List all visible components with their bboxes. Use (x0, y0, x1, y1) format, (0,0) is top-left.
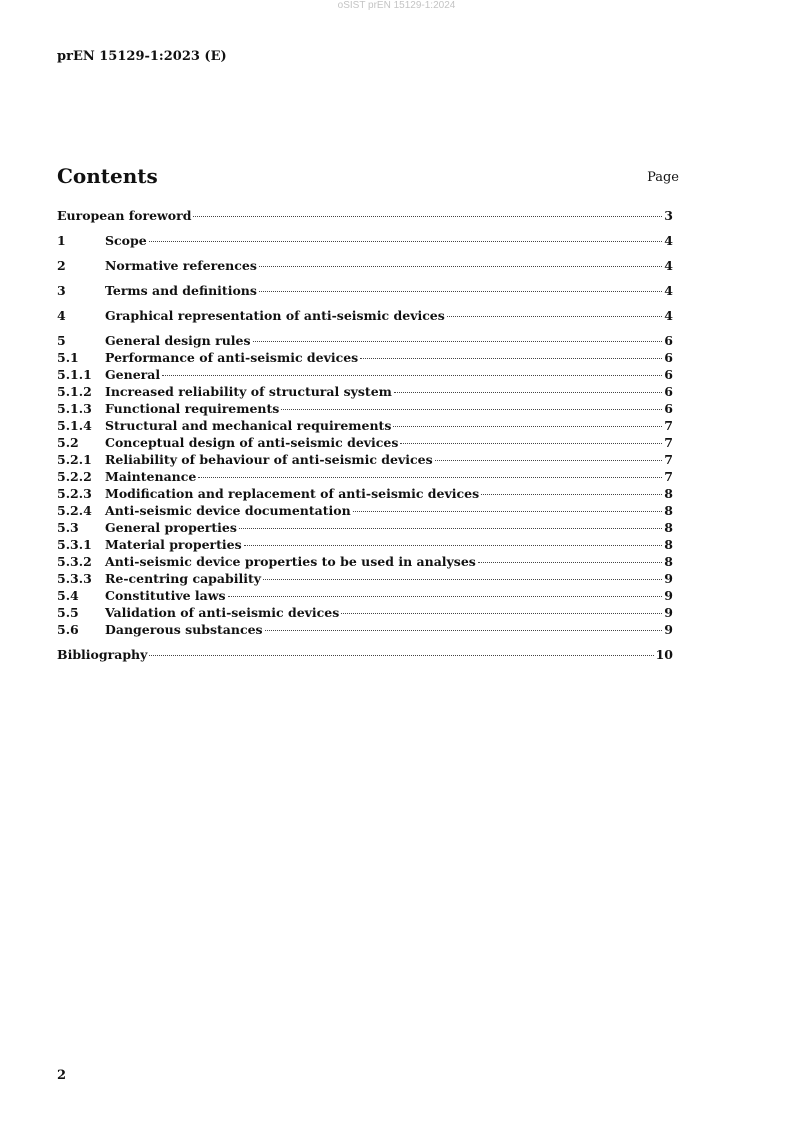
toc-entry-title: Modification and replacement of anti-seismic devices (105, 486, 480, 501)
toc-entry-number: 5.3.2 (57, 554, 92, 569)
toc-entry-page: 10 (655, 647, 673, 662)
toc-entry-page: 4 (664, 258, 673, 273)
toc-entry-page: 9 (664, 605, 673, 620)
toc-entry-title: Dangerous substances (105, 622, 263, 637)
toc-entry-title: Material properties (105, 537, 242, 552)
toc-entry-title: European foreword (57, 208, 192, 223)
toc-leader (400, 443, 662, 444)
toc-leader (259, 291, 662, 292)
toc-entry-title: Bibliography (57, 647, 148, 662)
toc-entry-number: 5.5 (57, 605, 79, 620)
toc-entry[interactable] (57, 232, 673, 249)
toc-entry-title: Structural and mechanical requirements (105, 418, 392, 433)
toc-entry-title: Anti-seismic device properties to be used in analyses (105, 554, 476, 569)
toc-entry-title: Terms and definitions (105, 283, 257, 298)
toc-leader (341, 613, 662, 614)
toc-entry[interactable] (57, 307, 673, 324)
toc-entry-title: Functional requirements (105, 401, 280, 416)
toc-entry-page: 8 (664, 537, 673, 552)
toc-entry[interactable] (57, 257, 673, 274)
toc-leader (198, 477, 662, 478)
toc-entry-page: 4 (664, 233, 673, 248)
toc-entry-page: 6 (664, 384, 673, 399)
toc-leader (193, 216, 662, 217)
toc-leader (447, 316, 662, 317)
toc-leader (259, 266, 662, 267)
toc-entry-number: 5.3.1 (57, 537, 92, 552)
toc-entry-title: Re-centring capability (105, 571, 262, 586)
toc-leader (149, 655, 653, 656)
toc-entry[interactable] (57, 553, 673, 570)
toc-entry-page: 3 (664, 208, 673, 223)
toc-entry-page: 7 (664, 469, 673, 484)
toc-entry-number: 5.1.3 (57, 401, 92, 416)
toc-entry-title: General design rules (105, 333, 251, 348)
toc-entry-number: 1 (57, 233, 66, 248)
toc-entry[interactable] (57, 434, 673, 451)
toc-entry-title: Validation of anti-seismic devices (105, 605, 340, 620)
toc-entry-number: 5.2.4 (57, 503, 92, 518)
toc-entry-page: 8 (664, 503, 673, 518)
toc-entry-number: 5.1.4 (57, 418, 92, 433)
toc-leader (265, 630, 663, 631)
table-of-contents (57, 207, 673, 663)
toc-entry-number: 2 (57, 258, 66, 273)
toc-entry[interactable] (57, 468, 673, 485)
toc-entry-title: Maintenance (105, 469, 197, 484)
toc-leader (228, 596, 663, 597)
toc-entry[interactable] (57, 383, 673, 400)
toc-entry[interactable] (57, 485, 673, 502)
toc-entry-page: 6 (664, 401, 673, 416)
toc-entry[interactable] (57, 451, 673, 468)
toc-entry[interactable] (57, 502, 673, 519)
toc-entry-number: 3 (57, 283, 66, 298)
toc-entry-page: 8 (664, 520, 673, 535)
toc-entry-number: 4 (57, 308, 66, 323)
page-number: 2 (57, 1068, 67, 1083)
toc-entry-page: 4 (664, 283, 673, 298)
toc-entry-number: 5.4 (57, 588, 79, 603)
toc-entry-number: 5.6 (57, 622, 79, 637)
toc-entry-number: 5.3.3 (57, 571, 92, 586)
page-column-label: Page (647, 170, 679, 185)
toc-entry-title: Increased reliability of structural system (105, 384, 392, 399)
toc-entry[interactable] (57, 349, 673, 366)
toc-entry-number: 5.1.2 (57, 384, 92, 399)
toc-entry-page: 7 (664, 452, 673, 467)
toc-entry[interactable] (57, 282, 673, 299)
toc-entry-number: 5.1.1 (57, 367, 92, 382)
watermark: oSIST prEN 15129-1:2024 (337, 0, 456, 11)
toc-leader (149, 241, 663, 242)
toc-leader (162, 375, 662, 376)
toc-entry-title: Reliability of behaviour of anti-seismic devices (105, 452, 433, 467)
toc-entry[interactable] (57, 570, 673, 587)
toc-entry-number: 5 (57, 333, 66, 348)
toc-leader (360, 358, 662, 359)
toc-entry[interactable] (57, 519, 673, 536)
toc-entry[interactable] (57, 621, 673, 638)
toc-leader (394, 392, 662, 393)
toc-entry-number: 5.2 (57, 435, 79, 450)
toc-entry-title: Conceptual design of anti-seismic devices (105, 435, 399, 450)
toc-leader (239, 528, 662, 529)
toc-entry-page: 7 (664, 418, 673, 433)
toc-entry-page: 9 (664, 571, 673, 586)
toc-leader (244, 545, 663, 546)
toc-entry-title: Performance of anti-seismic devices (105, 350, 359, 365)
toc-entry[interactable] (57, 646, 673, 663)
toc-entry-number: 5.2.1 (57, 452, 92, 467)
document-id: prEN 15129-1:2023 (E) (57, 49, 227, 64)
toc-entry-page: 8 (664, 486, 673, 501)
toc-entry-title: Anti-seismic device documentation (105, 503, 351, 518)
toc-entry[interactable] (57, 536, 673, 553)
toc-entry-title: Scope (105, 233, 147, 248)
toc-entry-page: 6 (664, 350, 673, 365)
toc-entry-title: Graphical representation of anti-seismic devices (105, 308, 445, 323)
toc-entry-number: 5.2.3 (57, 486, 92, 501)
toc-entry[interactable] (57, 604, 673, 621)
contents-heading: Contents (57, 164, 158, 188)
toc-entry-page: 6 (664, 367, 673, 382)
toc-entry-title: Normative references (105, 258, 257, 273)
toc-entry[interactable] (57, 366, 673, 383)
toc-entry[interactable] (57, 332, 673, 349)
toc-entry-title: Constitutive laws (105, 588, 226, 603)
toc-entry[interactable] (57, 207, 673, 224)
toc-entry-number: 5.3 (57, 520, 79, 535)
toc-leader (481, 494, 662, 495)
toc-leader (281, 409, 662, 410)
toc-entry[interactable] (57, 587, 673, 604)
toc-entry-number: 5.1 (57, 350, 79, 365)
toc-entry-number: 5.2.2 (57, 469, 92, 484)
toc-leader (435, 460, 663, 461)
toc-entry-page: 9 (664, 622, 673, 637)
toc-entry-page: 7 (664, 435, 673, 450)
toc-entry-page: 8 (664, 554, 673, 569)
toc-leader (393, 426, 662, 427)
toc-leader (253, 341, 663, 342)
toc-entry-title: General properties (105, 520, 237, 535)
toc-entry-page: 4 (664, 308, 673, 323)
toc-leader (263, 579, 662, 580)
toc-entry-page: 6 (664, 333, 673, 348)
toc-entry-title: General (105, 367, 161, 382)
toc-entry[interactable] (57, 400, 673, 417)
toc-entry-page: 9 (664, 588, 673, 603)
toc-entry[interactable] (57, 417, 673, 434)
toc-leader (478, 562, 662, 563)
toc-leader (353, 511, 663, 512)
